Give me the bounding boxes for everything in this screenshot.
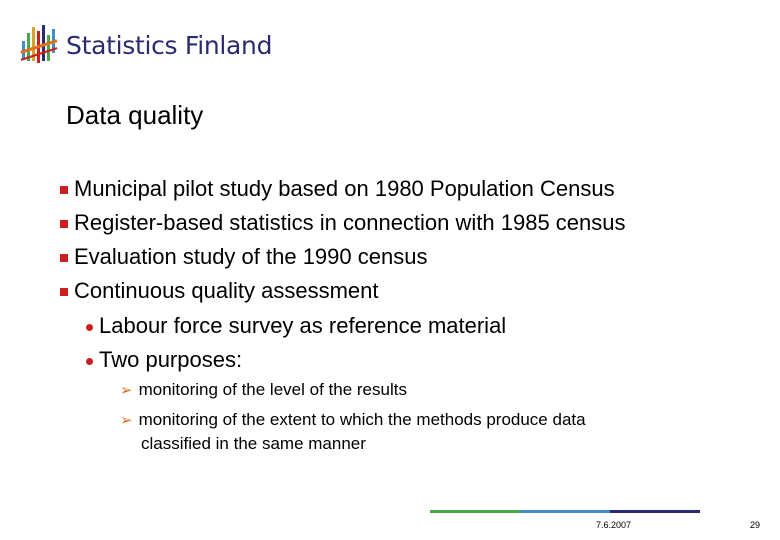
round-bullet-icon [86,358,93,365]
logo [20,20,272,70]
bullet-text: Municipal pilot study based on 1980 Population Census [74,176,615,201]
bullet-item [60,278,379,304]
square-bullet-icon [60,254,68,262]
sub-bullet-text: Labour force survey as reference material [99,313,507,338]
bullet-text: Register-based statistics in connection with 1985 census [74,210,626,235]
arrow-bullet-icon: ➢ [120,411,133,429]
bullet-text: Continuous quality assessment [74,278,379,303]
sub-sub-bullet-continuation: classified in the same manner [141,434,366,453]
slide-title: Data quality [66,100,204,130]
square-bullet-icon [60,288,68,296]
footer-date: 7.6.2007 [596,520,632,530]
bullet-item [60,244,427,270]
round-bullet-icon [86,324,93,331]
arrow-bullet-icon: ➢ [120,381,133,399]
statistics-finland-bars-icon [20,23,58,67]
bullet-text: Evaluation study of the 1990 census [74,244,428,269]
footer-line-navy [610,510,700,513]
sub-bullet-item [86,347,242,373]
sub-sub-bullet-text: monitoring of the level of the results [138,380,407,399]
sub-sub-bullet-item [120,409,586,431]
sub-bullet-item [86,313,506,339]
square-bullet-icon [60,220,68,228]
bullet-item [60,176,615,202]
bullet-item [60,210,626,236]
page-number: 29 [750,520,761,530]
footer-line-blue [520,510,610,513]
square-bullet-icon [60,186,68,194]
sub-bullet-text: Two purposes: [99,347,243,372]
footer-line-green [430,510,520,513]
logo-text: Statistics Finland [66,30,273,60]
sub-sub-bullet-item [120,379,407,401]
sub-sub-bullet-text: monitoring of the extent to which the methods produce data [138,410,586,429]
